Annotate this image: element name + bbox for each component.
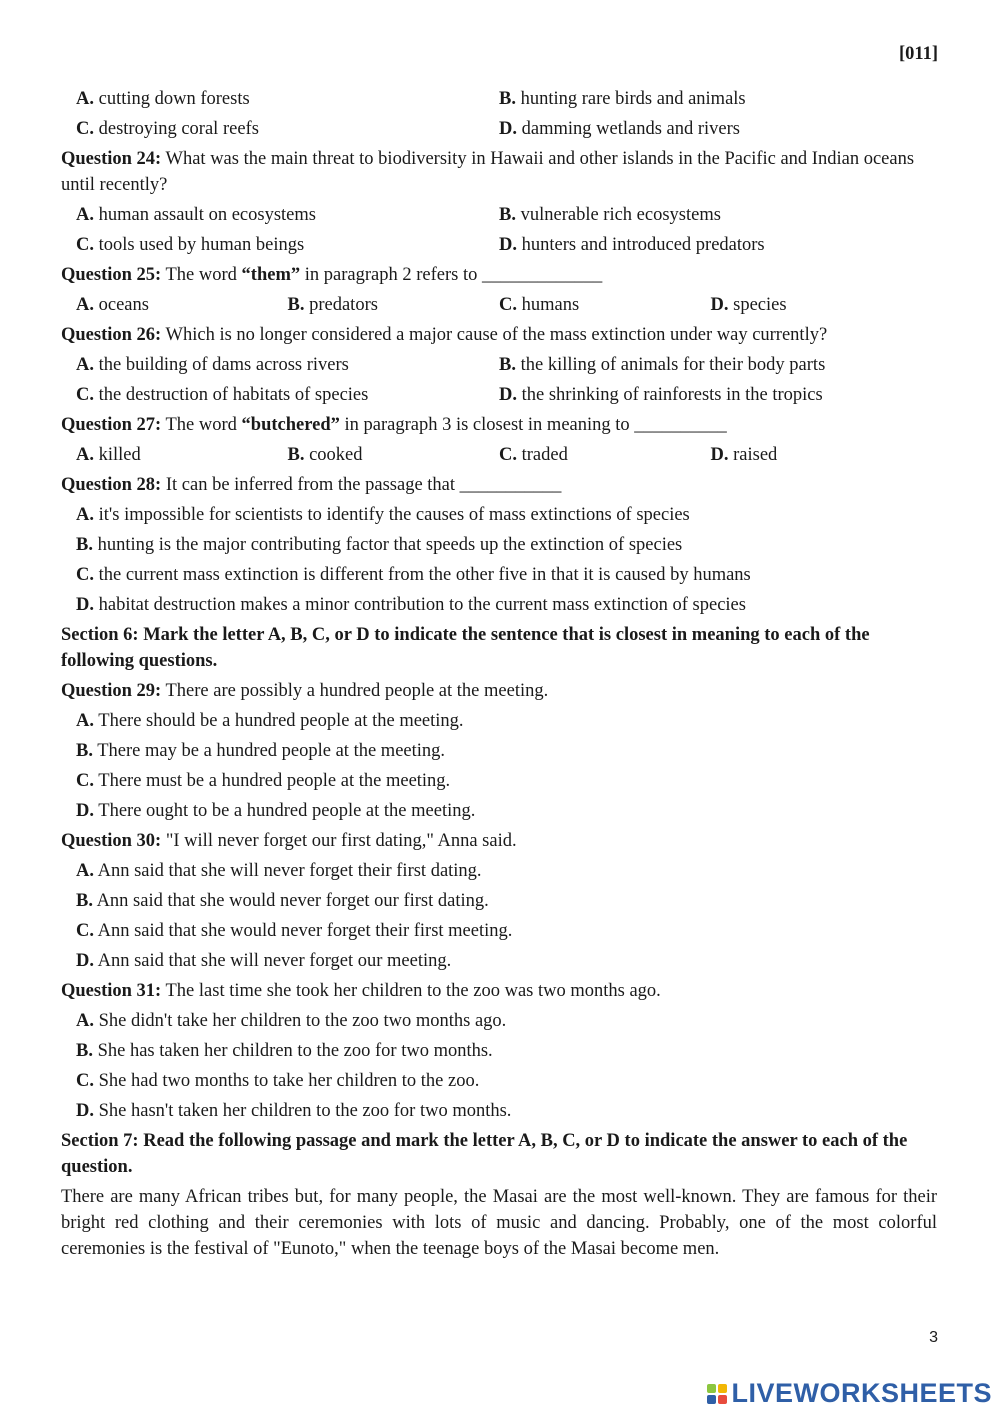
q26-option-c[interactable]: C. the destruction of habitats of species — [76, 385, 369, 405]
question-label: Question 26: — [61, 325, 162, 345]
q30-option-b[interactable]: B. Ann said that she would never forget our first dating. — [76, 891, 489, 911]
q27-option-c[interactable]: C. traded — [499, 445, 568, 465]
reading-passage: There are many African tribes but, for many people, the Masai are the most well-known. They are famous for their bright red clothing and their ceremonies with lots of music and dancing. Probably, one of the most colorful ceremonies is the festival of "Eunoto," when the teenage boys of the Masai become men. — [61, 1187, 937, 1259]
q30-option-a[interactable]: A. Ann said that she will never forget their first dating. — [76, 861, 482, 881]
question-label: Question 30: — [61, 831, 162, 851]
q26-option-a[interactable]: A. the building of dams across rivers — [76, 355, 349, 375]
worksheet-content — [61, 84, 937, 1262]
q24-option-b[interactable]: B. vulnerable rich ecosystems — [499, 205, 721, 225]
q31-option-a[interactable]: A. She didn't take her children to the zoo two months ago. — [76, 1011, 507, 1031]
q24-option-c[interactable]: C. tools used by human beings — [76, 235, 305, 255]
question-label: Question 31: — [61, 981, 162, 1001]
keyword: “butchered” — [241, 415, 340, 435]
q23-option-c[interactable]: C. destroying coral reefs — [76, 119, 259, 139]
section-7-heading: Section 7: Read the following passage and mark the letter A, B, C, or D to indicate the answer to each of the question. — [61, 1131, 908, 1177]
q25-option-b[interactable]: B. predators — [287, 295, 378, 315]
liveworksheets-logo-text: LIVEWORKSHEETS — [731, 1378, 992, 1408]
q25-option-a[interactable]: A. oceans — [76, 295, 149, 315]
q29-option-d[interactable]: D. There ought to be a hundred people at the meeting. — [76, 801, 476, 821]
q27-option-b[interactable]: B. cooked — [287, 445, 363, 465]
question-label: Question 24: — [61, 149, 162, 169]
q26-option-d[interactable]: D. the shrinking of rainforests in the tropics — [499, 385, 823, 405]
section-6-heading: Section 6: Mark the letter A, B, C, or D to indicate the sentence that is closest in meaning to each of the following questions. — [61, 625, 870, 671]
question-label: Question 25: — [61, 265, 162, 285]
q25-option-d[interactable]: D. species — [710, 295, 787, 315]
logo-tile-green — [707, 1384, 716, 1393]
liveworksheets-logo-icon — [707, 1384, 727, 1404]
q31-option-d[interactable]: D. She hasn't taken her children to the zoo for two months. — [76, 1101, 512, 1121]
q23-options-row-2 — [61, 114, 937, 144]
q30-option-d[interactable]: D. Ann said that she will never forget our meeting. — [76, 951, 452, 971]
logo-tile-yellow — [718, 1384, 727, 1393]
liveworksheets-logo[interactable] — [707, 1378, 992, 1409]
q23-option-d[interactable]: D. damming wetlands and rivers — [499, 119, 740, 139]
question-26: Question 26: Which is no longer considered a major cause of the mass extinction under way currently? — [61, 325, 828, 345]
q24-options-row-2 — [61, 230, 937, 260]
q23-option-a[interactable]: A. cutting down forests — [76, 89, 250, 109]
q26-options-row-1 — [61, 350, 937, 380]
q28-option-d[interactable]: D. habitat destruction makes a minor contribution to the current mass extinction of species — [76, 595, 746, 615]
q23-option-b[interactable]: B. hunting rare birds and animals — [499, 89, 746, 109]
q28-option-c[interactable]: C. the current mass extinction is different from the other five in that it is caused by humans — [76, 565, 751, 585]
question-29: Question 29: There are possibly a hundred people at the meeting. — [61, 681, 549, 701]
q27-options-row — [61, 440, 937, 470]
question-label: Question 27: — [61, 415, 162, 435]
question-31: Question 31: The last time she took her children to the zoo was two months ago. — [61, 981, 661, 1001]
q29-option-a[interactable]: A. There should be a hundred people at the meeting. — [76, 711, 464, 731]
q25-options-row — [61, 290, 937, 320]
question-27: Question 27: The word “butchered” in paragraph 3 is closest in meaning to __________ — [61, 415, 727, 435]
q26-option-b[interactable]: B. the killing of animals for their body parts — [499, 355, 826, 375]
page-code: [011] — [898, 44, 938, 64]
q31-option-b[interactable]: B. She has taken her children to the zoo for two months. — [76, 1041, 493, 1061]
question-25: Question 25: The word “them” in paragraph 2 refers to _____________ — [61, 265, 603, 285]
q31-option-c[interactable]: C. She had two months to take her children to the zoo. — [76, 1071, 480, 1091]
q24-option-d[interactable]: D. hunters and introduced predators — [499, 235, 765, 255]
q25-option-c[interactable]: C. humans — [499, 295, 580, 315]
q24-option-a[interactable]: A. human assault on ecosystems — [76, 205, 316, 225]
q27-option-d[interactable]: D. raised — [710, 445, 778, 465]
q28-option-b[interactable]: B. hunting is the major contributing factor that speeds up the extinction of species — [76, 535, 683, 555]
question-30: Question 30: "I will never forget our first dating," Anna said. — [61, 831, 517, 851]
q28-option-a[interactable]: A. it's impossible for scientists to identify the causes of mass extinctions of species — [76, 505, 690, 525]
question-28: Question 28: It can be inferred from the passage that ___________ — [61, 475, 562, 495]
q30-option-c[interactable]: C. Ann said that she would never forget their first meeting. — [76, 921, 513, 941]
question-text: What was the main threat to biodiversity in Hawaii and other islands in the Pacific and Indian oceans until recently? — [61, 149, 915, 195]
q27-option-a[interactable]: A. killed — [76, 445, 141, 465]
question-label: Question 28: — [61, 475, 162, 495]
logo-tile-red — [718, 1395, 727, 1404]
q26-options-row-2 — [61, 380, 937, 410]
page-number: 3 — [929, 1329, 938, 1346]
keyword: “them” — [241, 265, 301, 285]
q24-options-row-1 — [61, 200, 937, 230]
question-24 — [61, 144, 937, 200]
q29-option-c[interactable]: C. There must be a hundred people at the meeting. — [76, 771, 451, 791]
q29-option-b[interactable]: B. There may be a hundred people at the meeting. — [76, 741, 446, 761]
question-label: Question 29: — [61, 681, 162, 701]
logo-tile-blue — [707, 1395, 716, 1404]
q23-options-row-1 — [61, 84, 937, 114]
